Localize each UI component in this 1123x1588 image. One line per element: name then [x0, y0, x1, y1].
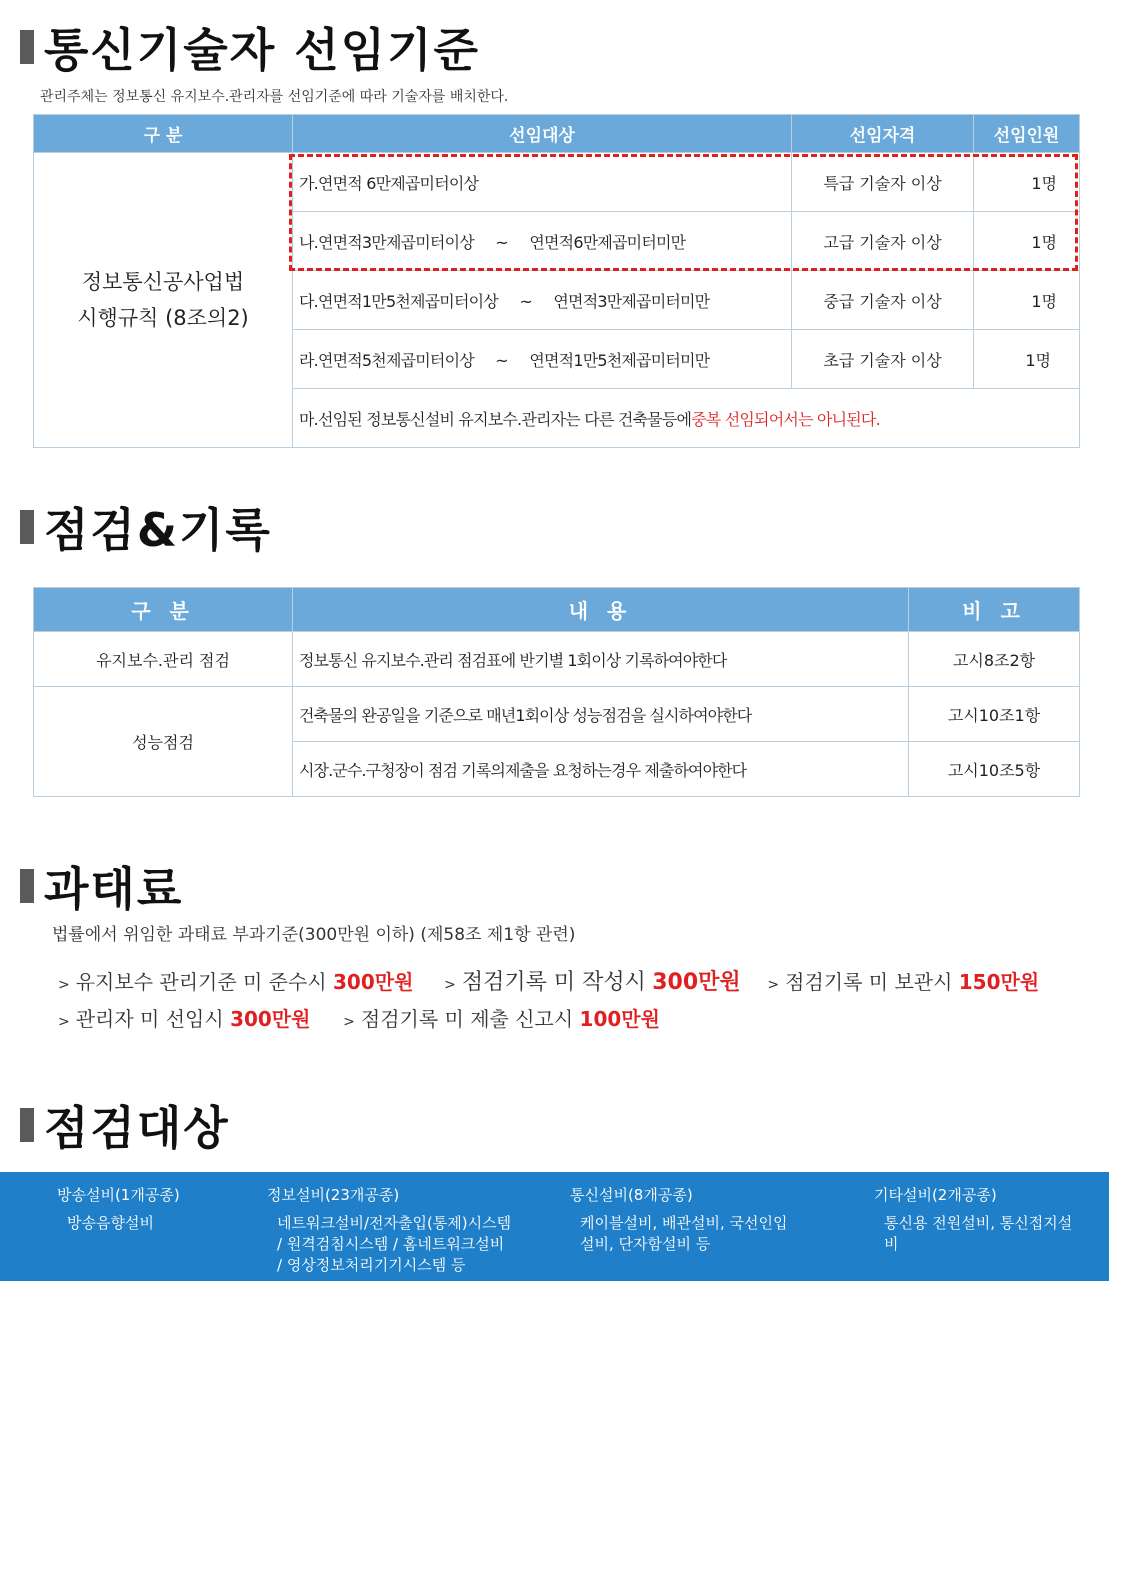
count-cell: 1명	[974, 153, 1080, 212]
fine-amount: 300만원	[230, 1007, 311, 1031]
fine-amount: 150만원	[958, 970, 1040, 994]
note-warning: 중복 선임되어서는 아니된다.	[691, 409, 880, 429]
header-category: 구 분	[34, 588, 293, 632]
section1-intro: 관리주체는 정보통신 유지보수.관리자를 선임기준에 따라 기술자를 배치한다.	[40, 89, 509, 105]
arrow-glyph: >	[343, 1014, 355, 1030]
category-desc-line: / 영상정보처리기기시스템 등	[277, 1256, 466, 1274]
fine-label: 점검기록 미 제출 신고시	[360, 1007, 574, 1031]
fine-label: 관리자 미 선임시	[75, 1007, 224, 1031]
heading-text: 과태료	[44, 862, 184, 916]
highlight-dashed-box	[289, 154, 1078, 271]
note-cell: 고시10조1항	[909, 687, 1080, 742]
table-header-row	[34, 115, 1080, 153]
section-heading-technician	[20, 14, 480, 80]
qualification-cell: 중급 기술자 이상	[792, 271, 974, 330]
category-other	[874, 1184, 1072, 1255]
arrow-glyph: >	[58, 1014, 70, 1030]
fine-label: 유지보수 관리기준 미 준수시	[75, 970, 327, 994]
header-note: 비 고	[909, 588, 1080, 632]
table-row	[34, 632, 1080, 687]
category-title: 정보설비(23개공종)	[267, 1186, 400, 1204]
table-row	[34, 687, 1080, 742]
category-broadcast	[57, 1184, 180, 1234]
count-cell: 1명	[974, 330, 1080, 389]
category-desc-line: / 원격검침시스템 / 홈네트워크설비	[277, 1235, 505, 1253]
header-category: 구 분	[34, 115, 293, 153]
category-cell: 성능점검	[34, 687, 293, 797]
fine-label: 점검기록 미 보관시	[785, 970, 953, 994]
fine-amount: 300만원	[333, 970, 414, 994]
note-cell	[293, 389, 1080, 448]
note-cell: 고시10조5항	[909, 742, 1080, 797]
section-heading-inspection	[20, 494, 272, 560]
fine-amount: 100만원	[579, 1007, 660, 1031]
section-heading-targets	[20, 1092, 230, 1158]
category-communication	[570, 1184, 787, 1255]
category-desc-line: 케이블설비, 배관설비, 국선인입	[580, 1214, 788, 1232]
content-cell: 시장.군수.구청장이 점검 기록의제출을 요청하는경우 제출하여야한다	[293, 742, 909, 797]
content-cell: 건축물의 완공일을 기준으로 매년1회이상 성능점검을 실시하여야한다	[293, 687, 909, 742]
target-cell: 가.연면적 6만제곱미터이상	[293, 153, 792, 212]
law-article: 시행규칙 (8조의2)	[77, 306, 249, 330]
category-desc-line: 통신용 전원설비, 통신접지설	[884, 1214, 1073, 1232]
arrow-glyph: >	[444, 977, 456, 993]
header-qualification: 선임자격	[792, 115, 974, 153]
heading-bar	[20, 1108, 34, 1142]
inspection-target-bar	[0, 1172, 1109, 1281]
target-cell: 다.연면적1만5천제곱미터이상 ~ 연면적3만제곱미터미만	[293, 271, 792, 330]
header-content: 내 용	[293, 588, 909, 632]
category-desc-line: 비	[884, 1235, 899, 1253]
arrow-glyph: >	[58, 977, 70, 993]
target-cell: 나.연면적3만제곱미터이상 ~ 연면적6만제곱미터미만	[293, 212, 792, 271]
category-title: 방송설비(1개공종)	[57, 1186, 180, 1204]
fine-intro: 법률에서 위임한 과태료 부과기준(300만원 이하) (제58조 제1항 관련)	[52, 925, 576, 945]
heading-text: 점검&기록	[44, 503, 272, 557]
count-cell: 1명	[974, 212, 1080, 271]
inspection-table	[33, 587, 1080, 797]
category-desc-line: 네트워크설비/전자출입(통제)시스템	[277, 1214, 512, 1232]
content-cell: 정보통신 유지보수.관리 점검표에 반기별 1회이상 기록하여야한다	[293, 632, 909, 687]
category-desc-line: 방송음향설비	[67, 1214, 154, 1232]
header-target: 선임대상	[293, 115, 792, 153]
note-text: 마.선임된 정보통신설비 유지보수.관리자는 다른 건축물등에	[299, 409, 692, 429]
category-desc-line: 설비, 단자함설비 등	[580, 1235, 711, 1253]
heading-bar	[20, 510, 34, 544]
category-cell: 유지보수.관리 점검	[34, 632, 293, 687]
qualification-cell: 초급 기술자 이상	[792, 330, 974, 389]
note-cell: 고시8조2항	[909, 632, 1080, 687]
heading-bar	[20, 30, 34, 64]
qualification-cell: 특급 기술자 이상	[792, 153, 974, 212]
arrow-glyph: >	[767, 977, 780, 993]
category-title: 통신설비(8개공종)	[570, 1186, 693, 1204]
category-title: 기타설비(2개공종)	[874, 1186, 997, 1204]
table-header-row	[34, 588, 1080, 632]
category-information	[267, 1184, 511, 1276]
heading-bar	[20, 869, 34, 903]
fine-amount: 300만원	[652, 970, 741, 995]
fine-line-1	[58, 965, 1039, 996]
heading-text: 점검대상	[44, 1101, 230, 1155]
section-heading-fine	[20, 853, 183, 919]
fine-label: 점검기록 미 작성시	[461, 970, 646, 995]
header-count: 선임인원	[974, 115, 1080, 153]
law-name: 정보통신공사업법	[81, 270, 245, 294]
qualification-cell: 고급 기술자 이상	[792, 212, 974, 271]
heading-text: 통신기술자 선임기준	[44, 23, 480, 77]
law-reference-cell	[34, 153, 293, 448]
count-cell: 1명	[974, 271, 1080, 330]
target-cell: 라.연면적5천제곱미터이상 ~ 연면적1만5천제곱미터미만	[293, 330, 792, 389]
fine-line-2	[58, 1003, 660, 1032]
